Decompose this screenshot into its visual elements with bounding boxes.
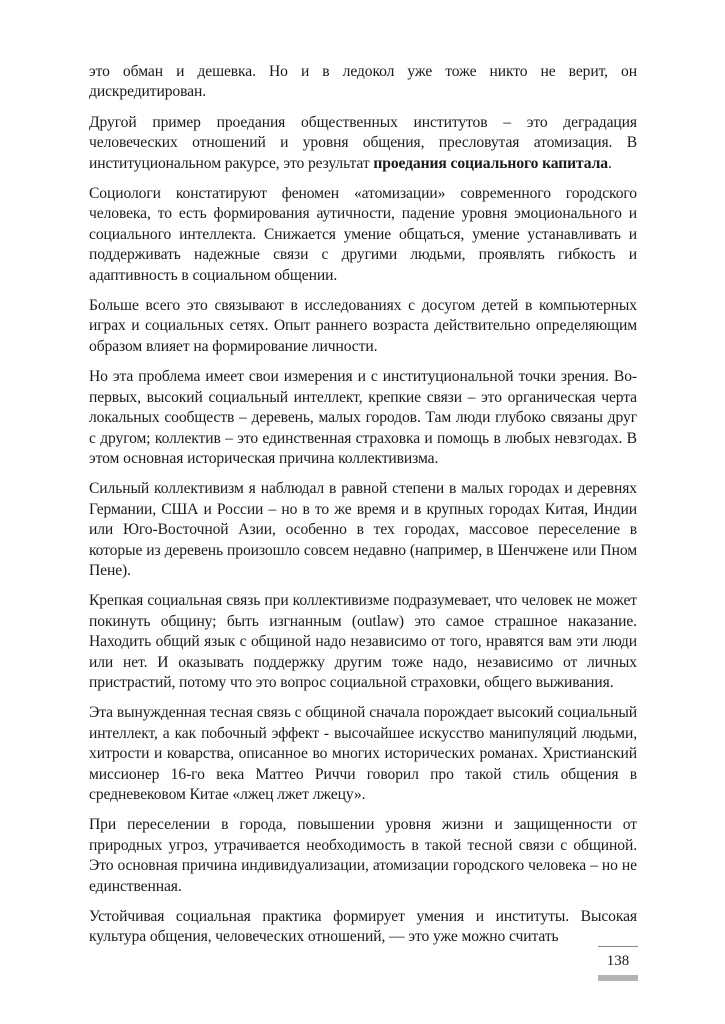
paragraph: Сильный коллективизм я наблюдал в равной степени в малых городах и деревнях Германии, США и России – но в то же время и в крупных городах Китая, Индии или Юго-Восточной Азии, особенно в тех городах, массовое переселение в которые из деревень произошло совсем недавно (например, в Шенчжене или Пном Пене). [89,480,637,579]
paragraph [89,113,637,174]
paragraph-text-end: . [607,154,612,172]
paragraph: Больше всего это связывают в исследованиях с досугом детей в компьютерных играх и социальных сетях. Опыт раннего возраста действительно определяющим образом влияет на формирование личности. [89,297,637,355]
paragraph: Крепкая социальная связь при коллективизме подразумевает, что человек не может покинуть общину; быть изгнанным (outlaw) это самое страшное наказание. Находить общий язык с общиной надо независимо от того, нравятся вам эти люди или нет. И оказывать поддержку другим тоже надо, независимо от личных пристрастий, потому что это вопрос социальной страховки, общего выживания. [89,592,637,691]
page-number: 138 [606,953,630,969]
paragraph: При переселении в города, повышении уровня жизни и защищенности от природных угроз, утрачивается необходимость в такой тесной связи с общиной. Это основная причина индивидуализации, атомизации городского человека – но не единственная. [89,816,637,895]
page-number-rule [598,946,638,947]
page-number-block [598,946,638,981]
paragraph: Устойчивая социальная практика формирует умения и институты. Высокая культура общения, человеческих отношений, — это уже можно считать [89,908,637,946]
paragraph: Но эта проблема имеет свои измерения и с институциональной точки зрения. Во-первых, высокий социальный интеллект, крепкие связи – это органическая черта локальных сообществ – деревень, малых городов. Там люди глубоко связаны друг с другом; коллектив – это единственная страховка и помощь в любых невзгодах. В этом основная историческая причина коллективизма. [89,368,637,467]
page-body [89,62,637,958]
paragraph: это обман и дешевка. Но и в ледокол уже тоже никто не верит, он дискредитирован. [89,63,637,101]
paragraph: Эта вынужденная тесная связь с общиной сначала порождает высокий социальный интеллект, а как побочный эффект - высочайшее искусство манипуляций людьми, хитрости и коварства, описанное во многих исторических романах. Христианский миссионер 16-го века Маттео Риччи говорил про такой стиль общения в средневековом Китае «лжец лжет лжецу». [89,704,637,803]
paragraph: Социологи констатируют феномен «атомизации» современного городского человека, то есть формирования аутичности, падение уровня эмоционального и социального интеллекта. Снижается умение общаться, умение устанавливать и поддерживать надежные связи с другими людьми, проявлять гибкость и адаптивность в социальном общении. [89,185,637,284]
page-number-bar [598,975,638,981]
paragraph-text: Другой пример проедания общественных институтов – это деградация человеческих отношений и уровня общения, пресловутая атомизация. В институциональном ракурсе, это результат [89,113,637,172]
bold-term: проедания социального капитала [373,154,608,172]
